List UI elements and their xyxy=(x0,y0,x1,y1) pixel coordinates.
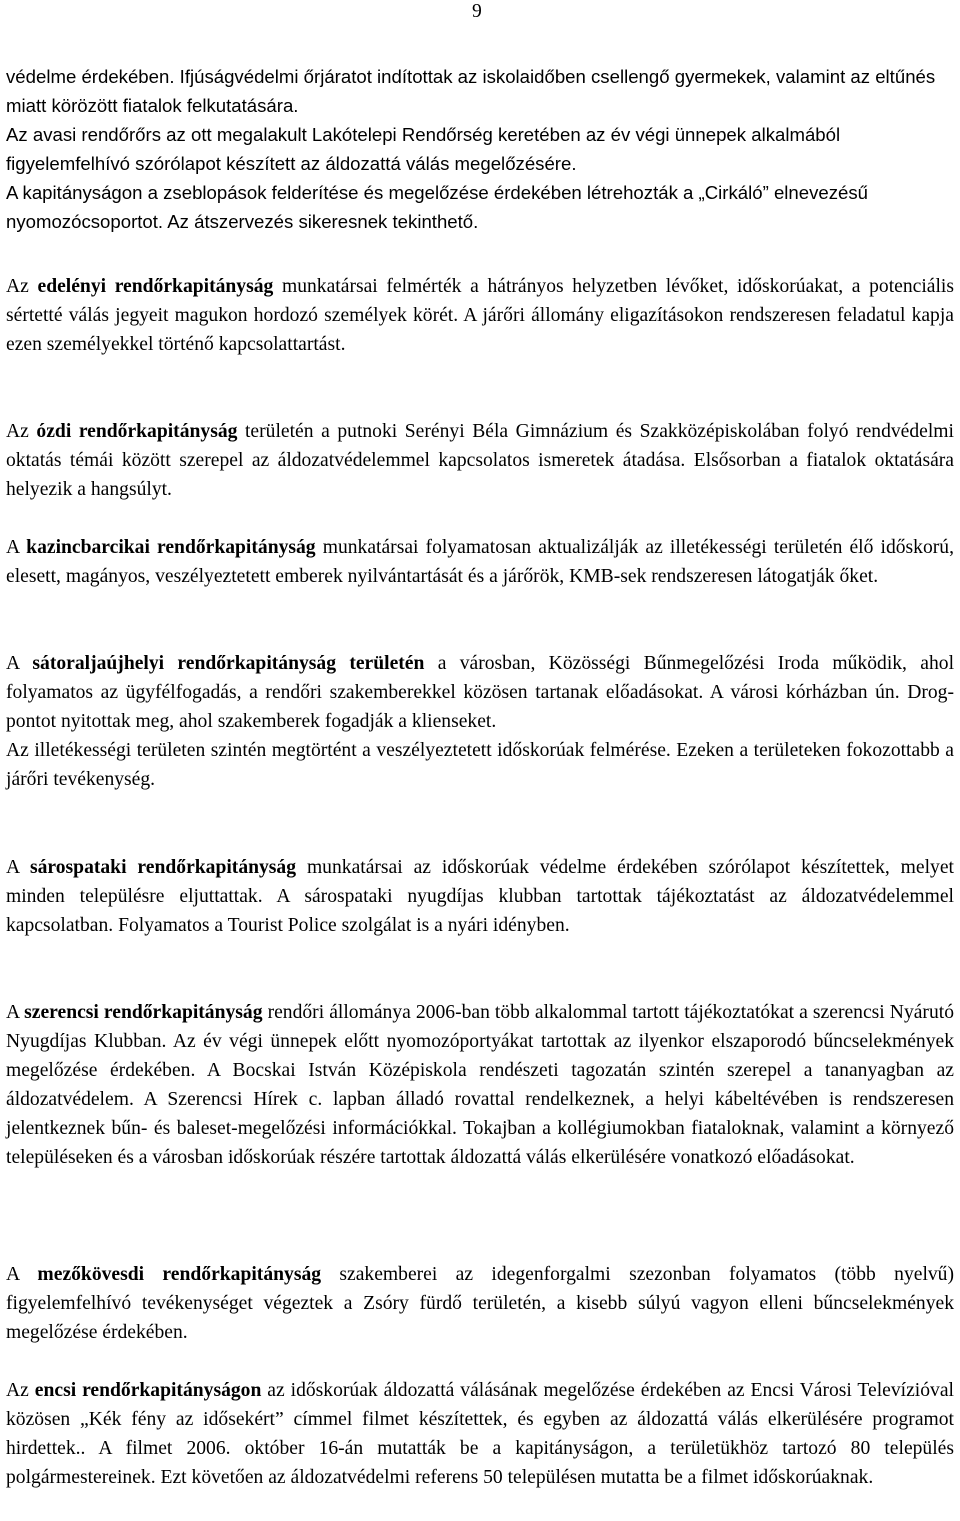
police-station-name: sárospataki rendőrkapitányság xyxy=(29,857,297,878)
paragraph-encsi xyxy=(6,1376,954,1492)
text: munkatársai az időskorúak védelme érdekében szórólapot készítettek, melyet minden településre eljuttattak. A sárospataki nyugdíjas klubban tartottak tájékoztatást az áldozatvédelemmel kapcsolatban. Folyamatos a Tourist Police szolgálat is a nyári idényben. xyxy=(6,857,954,936)
paragraph-edelenyi xyxy=(6,272,954,359)
paragraph-ozdi xyxy=(6,417,954,504)
police-station-name: kazincbarcikai rendőrkapitányság xyxy=(26,537,316,558)
paragraph-szerencsi xyxy=(6,998,954,1172)
page-number: 9 xyxy=(472,1,482,22)
paragraph-line: Az illetékességi területen szintén megtörtént a veszélyeztetett időskorúak felmérése. Ezeken a területeken fokozottabb a járőri tevékenység. xyxy=(6,740,954,790)
text: az időskorúak áldozattá válásának megelőzése érdekében az Encsi Városi Televízióval közösen „Kék fény az idősekért” címmel filmet készítettek, és egyben az áldozattá válás elkerülésére programot hirdettek.. A filmet 2006. október 16-án mutatták be a kapitányságon, a területükhöz tartozó 80 település polgármestereinek. Ezt követően az áldozatvédelmi referens 50 településen mutatta be a filmet időskorúaknak. xyxy=(6,1380,954,1488)
police-station-name: sátoraljaújhelyi rendőrkapitányság területén xyxy=(32,653,425,674)
paragraph-line xyxy=(6,649,954,736)
police-station-name: mezőkövesdi rendőrkapitányság xyxy=(37,1264,322,1285)
text: rendőri állománya 2006-ban több alkalommal tartott tájékoztatókat a szerencsi Nyárutó Nyugdíjas Klubban. Az év végi ünnepek előtt nyomozóportyákat tartottak az ilyenkor elszaporodó bűncselekmények megelőzése érdekében. A Bocskai István Középiskola rendészeti tagozatán szintén szerepel a tananyagban az áldozatvédelem. A Szerencsi Hírek c. lapban álladó rovattal rendelkeznek, a helyi kábeltévében is rendszeresen jelentkeznek bűn- és baleset-megelőzési információkkal. Tokajban a kollégiumokban fiataloknak, valamint a környező településeken és a városban időskorúak részére tartottak áldozattá válás elkerülésére vonatkozó előadásokat. xyxy=(6,1002,954,1168)
text: A xyxy=(6,653,33,674)
text: Az xyxy=(6,276,38,297)
paragraph-line: Az avasi rendőrőrs az ott megalakult Lakótelepi Rendőrség keretében az év végi ünnepek alkalmából figyelemfelhívó szórólapot készített az áldozattá válás megelőzésére. xyxy=(6,124,841,174)
text: A xyxy=(6,1002,25,1023)
text: A xyxy=(6,1264,38,1285)
police-station-name: encsi rendőrkapitányságon xyxy=(34,1380,262,1401)
paragraph-mezokovesdi xyxy=(6,1260,954,1347)
text: Az xyxy=(6,1380,35,1401)
police-station-name: ózdi rendőrkapitányság xyxy=(36,421,238,442)
police-station-name: edelényi rendőrkapitányság xyxy=(37,276,274,297)
text: területén a putnoki Serényi Béla Gimnázium és Szakközépiskolában folyó rendvédelmi oktatás témái között szerepel az áldozatvédelemmel kapcsolatos ismeretek átadása. Elsősorban a fiatalok oktatására helyezik a hangsúlyt. xyxy=(6,421,954,500)
paragraph-sarospataki xyxy=(6,853,954,940)
text: szakemberei az idegenforgalmi szezonban folyamatos (több nyelvű) figyelemfelhívó tevékenységet végeztek a Zsóry fürdő területén, a kisebb súlyú vagyon elleni bűncselekmények megelőzése érdekében. xyxy=(6,1264,955,1343)
paragraph-kazincbarcikai xyxy=(6,533,954,591)
text: A xyxy=(6,537,27,558)
paragraph-line: A kapitányságon a zseblopások felderítése és megelőzése érdekében létrehozták a „Cirkáló” elnevezésű nyomozócsoportot. Az átszervezés sikeresnek tekinthető. xyxy=(6,182,869,232)
text: A xyxy=(6,857,30,878)
text: a városban, Közösségi Bűnmegelőzési Iroda működik, ahol folyamatos az ügyfélfogadás, a rendőri szakemberekkel közösen tartanak előadásokat. A városi kórházban ún. Drog-pontot nyitottak meg, ahol szakemberek fogadják a klienseket. xyxy=(6,653,955,732)
paragraph-satoraljaujhelyi xyxy=(6,649,954,794)
paragraph-miskolc-continued xyxy=(6,62,954,236)
text: munkatársai folyamatosan aktualizálják az illetékességi területén élő időskorú, elesett, magányos, veszélyeztetett emberek nyilvántartását és a járőrök, KMB-sek rendszeresen látogatják őket. xyxy=(6,537,954,587)
text: Az xyxy=(6,421,37,442)
police-station-name: szerencsi rendőrkapitányság xyxy=(24,1002,263,1023)
paragraph-line: védelme érdekében. Ifjúságvédelmi őrjáratot indítottak az iskolaidőben csellengő gyermekek, valamint az eltűnés miatt körözött fiatalok felkutatására. xyxy=(6,66,936,116)
text: munkatársai felmérték a hátrányos helyzetben lévőket, időskorúakat, a potenciális sértetté válás jegyeit magukon hordozó személyek körét. A járőri állomány eligazításokon rendszeresen feladatul kapja ezen személyekkel történő kapcsolattartást. xyxy=(6,276,954,355)
